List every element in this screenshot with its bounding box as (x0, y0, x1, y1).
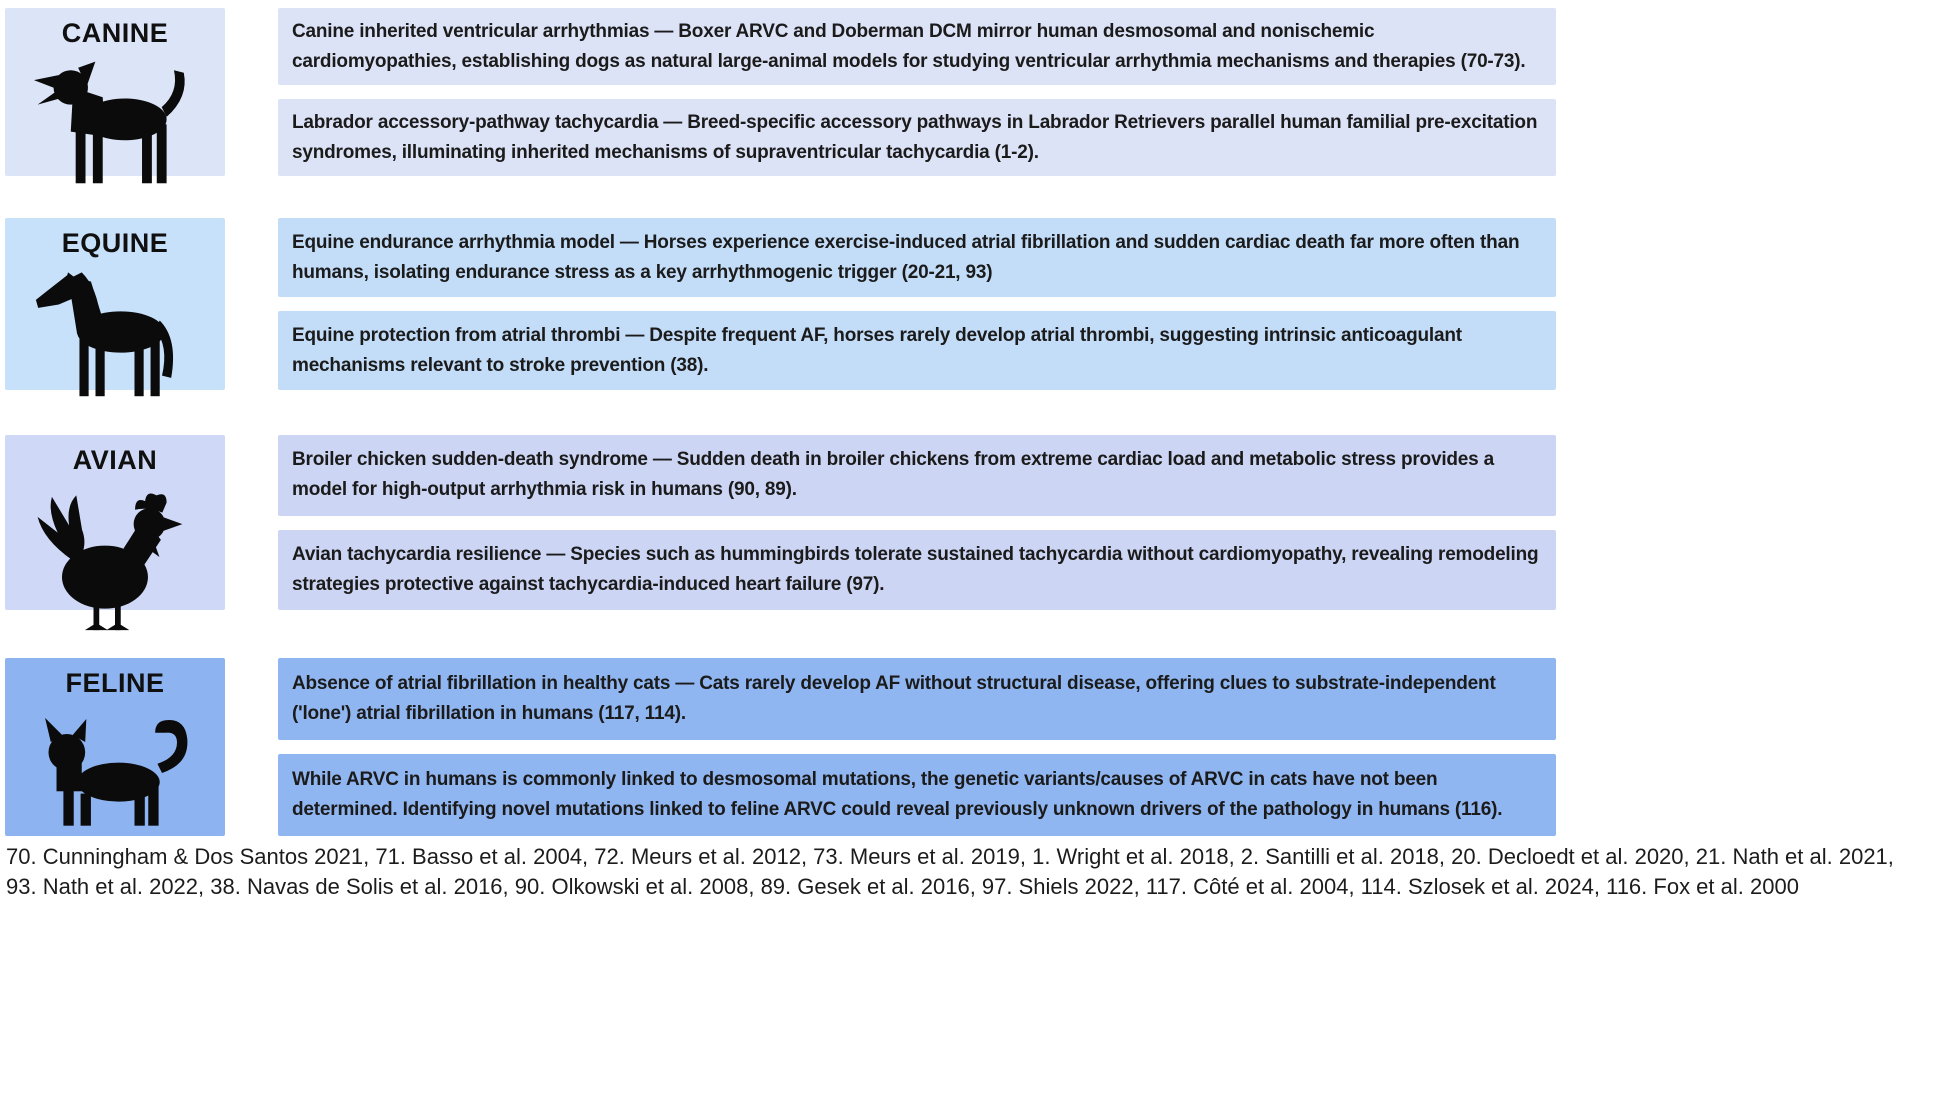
fact-text: While ARVC in humans is commonly linked to desmosomal mutations, the genetic variants/causes of ARVC in cats have not been determined. Identifying novel mutations linked to feline ARVC could reveal previously unknown drivers of the pathology in humans (116). (292, 769, 1503, 820)
feline-label: FELINE (65, 668, 165, 698)
fact-box (278, 658, 1556, 740)
references-line-1: 70. Cunningham & Dos Santos 2021, 71. Basso et al. 2004, 72. Meurs et al. 2012, 73. Meurs et al. 2019, 1. Wright et al. 2018, 2. Santilli et al. 2018, 20. Decloedt et al. 2020, 21. Nath et al. 2021, (6, 844, 1894, 869)
references-line-2: 93. Nath et al. 2022, 38. Navas de Solis et al. 2016, 90. Olkowski et al. 2008, 89. Gesek et al. 2016, 97. Shiels 2022, 117. Côté et al. 2004, 114. Szlosek et al. 2024, 116. Fox et al. 2000 (6, 873, 1799, 899)
section-feline (5, 658, 1556, 836)
avian-card (5, 435, 225, 610)
fact-box (278, 754, 1556, 836)
avian-facts (278, 435, 1556, 610)
cat-icon (29, 703, 201, 836)
feline-card (5, 658, 225, 836)
feline-facts (278, 658, 1556, 836)
fact-text: Avian tachycardia resilience — Species such as hummingbirds tolerate sustained tachycardia without cardiomyopathy, revealing remodeling strategies protective against tachycardia-induced heart failure (97). (292, 543, 1539, 595)
canine-label: CANINE (61, 18, 169, 48)
references (6, 842, 1951, 901)
fact-box (278, 435, 1556, 516)
equine-card (5, 218, 225, 390)
fact-text: Equine protection from atrial thrombi — Despite frequent AF, horses rarely develop atrial thrombi, suggesting intrinsic anticoagulant mechanisms relevant to stroke prevention (38). (292, 324, 1462, 376)
fact-box (278, 311, 1556, 390)
fact-text: Labrador accessory-pathway tachycardia — Breed-specific accessory pathways in Labrador Retrievers parallel human familial pre-excitation syndromes, illuminating inherited mechanisms of supraventricular tachycardia (1-2). (292, 111, 1538, 163)
canine-facts (278, 8, 1556, 176)
fact-text: Canine inherited ventricular arrhythmias — Boxer ARVC and Doberman DCM mirror human desmosomal and nonischemic cardiomyopathies, establishing dogs as natural large-animal models for studying ventricular arrhythmia mechanisms and therapies (70-73). (292, 20, 1526, 72)
dog-icon (29, 53, 201, 193)
section-canine (5, 8, 1556, 176)
fact-text: Broiler chicken sudden-death syndrome — Sudden death in broiler chickens from extreme cardiac load and metabolic stress provides a model for high-output arrhythmia risk in humans (90, 89). (292, 449, 1494, 501)
equine-facts (278, 218, 1556, 390)
canine-card (5, 8, 225, 176)
fact-box (278, 99, 1556, 176)
fact-text: Equine endurance arrhythmia model — Horses experience exercise-induced atrial fibrillation and sudden cardiac death far more often than humans, isolating endurance stress as a key arrhythmogenic trigger (20-21, 93) (292, 231, 1520, 283)
fact-text: Absence of atrial fibrillation in healthy cats — Cats rarely develop AF without structural disease, offering clues to substrate-independent ('lone') atrial fibrillation in humans (117, 114). (292, 673, 1496, 724)
fact-box (278, 218, 1556, 297)
avian-label: AVIAN (72, 445, 158, 475)
fact-box (278, 530, 1556, 611)
section-equine (5, 218, 1556, 390)
chicken-icon (29, 480, 201, 657)
equine-label: EQUINE (61, 228, 169, 258)
section-avian (5, 435, 1556, 610)
horse-icon (29, 263, 201, 406)
fact-box (278, 8, 1556, 85)
